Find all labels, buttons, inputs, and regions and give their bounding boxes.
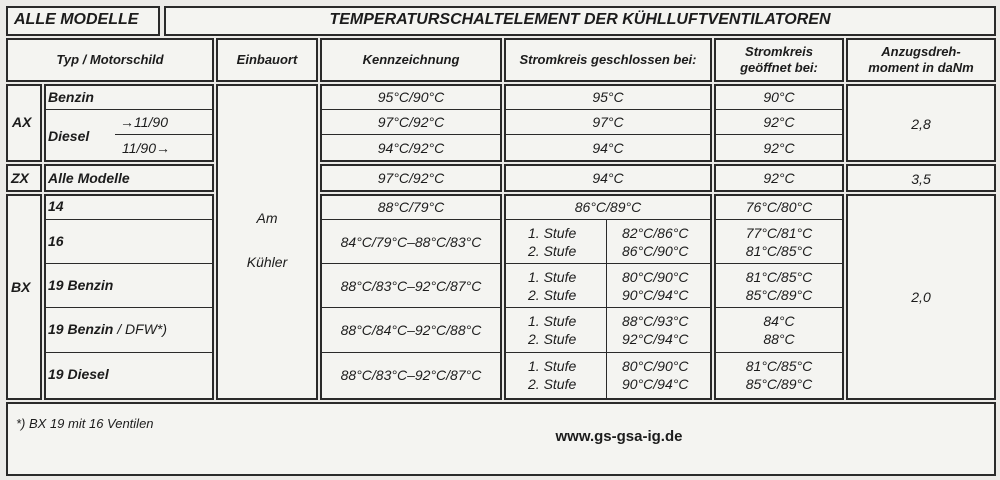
type-zx: Alle Modelle	[48, 170, 130, 186]
website-link[interactable]: www.gs-gsa-ig.de	[555, 428, 683, 445]
kenn-bx19b: 88°C/83°C–92°C/87°C	[340, 278, 482, 294]
closed-benzin: 95°C	[592, 89, 624, 105]
open-bx19d-2: 85°C/89°C	[745, 376, 813, 392]
open-bx19dfw-2: 88°C	[763, 331, 795, 347]
bx19d-stufe1: 1. Stufe	[528, 358, 577, 374]
bx19dfw-stufe1: 1. Stufe	[528, 313, 577, 329]
type-bx19dfw-sub: / DFW*)	[113, 321, 168, 337]
open-bx19b-1: 81°C/85°C	[745, 269, 813, 285]
einbauort-line2: Kühler	[246, 254, 288, 270]
type-bx19d: 19 Diesel	[48, 366, 109, 382]
open-diesel-1: 92°C	[763, 114, 795, 130]
header-geoeffnet-2: geöffnet bei:	[740, 60, 818, 75]
type-bx19dfw-main: 19 Benzin	[48, 321, 114, 337]
type-bx16: 16	[48, 233, 64, 249]
bx19dfw-stufe2: 2. Stufe	[528, 331, 577, 347]
group-bx-label: BX	[11, 279, 31, 295]
torque-bx: 2,0	[911, 289, 931, 305]
torque-zx: 3,5	[911, 171, 931, 187]
kenn-bx19dfw: 88°C/84°C–92°C/88°C	[340, 322, 482, 338]
closed-bx14: 86°C/89°C	[574, 199, 642, 215]
title-left: ALLE MODELLE	[14, 11, 139, 28]
header-anzug-2: moment in daNm	[868, 60, 974, 75]
open-bx19b-2: 85°C/89°C	[745, 287, 813, 303]
kenn-benzin: 95°C/90°C	[377, 89, 445, 105]
closed-bx19dfw-1: 88°C/93°C	[622, 313, 689, 329]
closed-diesel-2: 94°C	[592, 140, 624, 156]
closed-zx: 94°C	[592, 170, 624, 186]
closed-bx16-2: 86°C/90°C	[622, 243, 689, 259]
type-benzin: Benzin	[48, 89, 94, 105]
open-benzin: 90°C	[763, 89, 795, 105]
closed-bx19dfw-2: 92°C/94°C	[622, 331, 689, 347]
open-zx: 92°C	[763, 170, 795, 186]
kenn-bx19d: 88°C/83°C–92°C/87°C	[340, 367, 482, 383]
type-bx14: 14	[48, 198, 64, 214]
torque-ax: 2,8	[911, 116, 931, 132]
bx19b-stufe2: 2. Stufe	[528, 287, 577, 303]
einbauort-box	[216, 84, 318, 400]
bx19d-stufe2: 2. Stufe	[528, 376, 577, 392]
type-diesel: Diesel	[48, 128, 90, 144]
open-bx16-1: 77°C/81°C	[745, 225, 813, 241]
header-kennzeichnung: Kennzeichnung	[362, 52, 460, 67]
kenn-diesel-2: 94°C/92°C	[377, 140, 445, 156]
type-diesel-sub1: →11/90	[120, 114, 168, 130]
einbauort-line1: Am	[256, 210, 278, 226]
kenn-bx14: 88°C/79°C	[377, 199, 445, 215]
closed-diesel-1: 97°C	[592, 114, 624, 130]
bx19b-stufe1: 1. Stufe	[528, 269, 577, 285]
header-geoeffnet-1: Stromkreis	[745, 44, 813, 59]
kenn-zx: 97°C/92°C	[377, 170, 445, 186]
closed-bx16-1: 82°C/86°C	[622, 225, 689, 241]
kenn-diesel-1: 97°C/92°C	[377, 114, 445, 130]
header-anzug-1: Anzugsdreh-	[881, 44, 961, 59]
kenn-bx16: 84°C/79°C–88°C/83°C	[340, 234, 482, 250]
group-ax-label: AX	[12, 114, 32, 130]
closed-bx19b-1: 80°C/90°C	[622, 269, 689, 285]
open-bx16-2: 81°C/85°C	[745, 243, 813, 259]
type-bx19b: 19 Benzin	[48, 277, 114, 293]
closed-bx19d-1: 80°C/90°C	[622, 358, 689, 374]
header-geschlossen: Stromkreis geschlossen bei:	[519, 52, 697, 67]
group-bx-box	[6, 194, 42, 400]
footnote: *) BX 19 mit 16 Ventilen	[16, 416, 154, 431]
header-einbauort: Einbauort	[236, 52, 298, 67]
group-zx-label: ZX	[11, 170, 29, 186]
closed-bx19b-2: 90°C/94°C	[622, 287, 689, 303]
bx16-stufe2: 2. Stufe	[528, 243, 577, 259]
header-typ: Typ / Motorschild	[56, 52, 164, 67]
bx16-stufe1: 1. Stufe	[528, 225, 577, 241]
type-diesel-sub2: 11/90→	[122, 140, 170, 156]
closed-bx19d-2: 90°C/94°C	[622, 376, 689, 392]
open-bx19dfw-1: 84°C	[763, 313, 795, 329]
page-title: TEMPERATURSCHALTELEMENT DER KÜHLLUFTVENTILATOREN	[329, 11, 831, 28]
type-bx19dfw	[48, 321, 167, 337]
open-diesel-2: 92°C	[763, 140, 795, 156]
open-bx19d-1: 81°C/85°C	[745, 358, 813, 374]
open-bx14: 76°C/80°C	[745, 199, 813, 215]
